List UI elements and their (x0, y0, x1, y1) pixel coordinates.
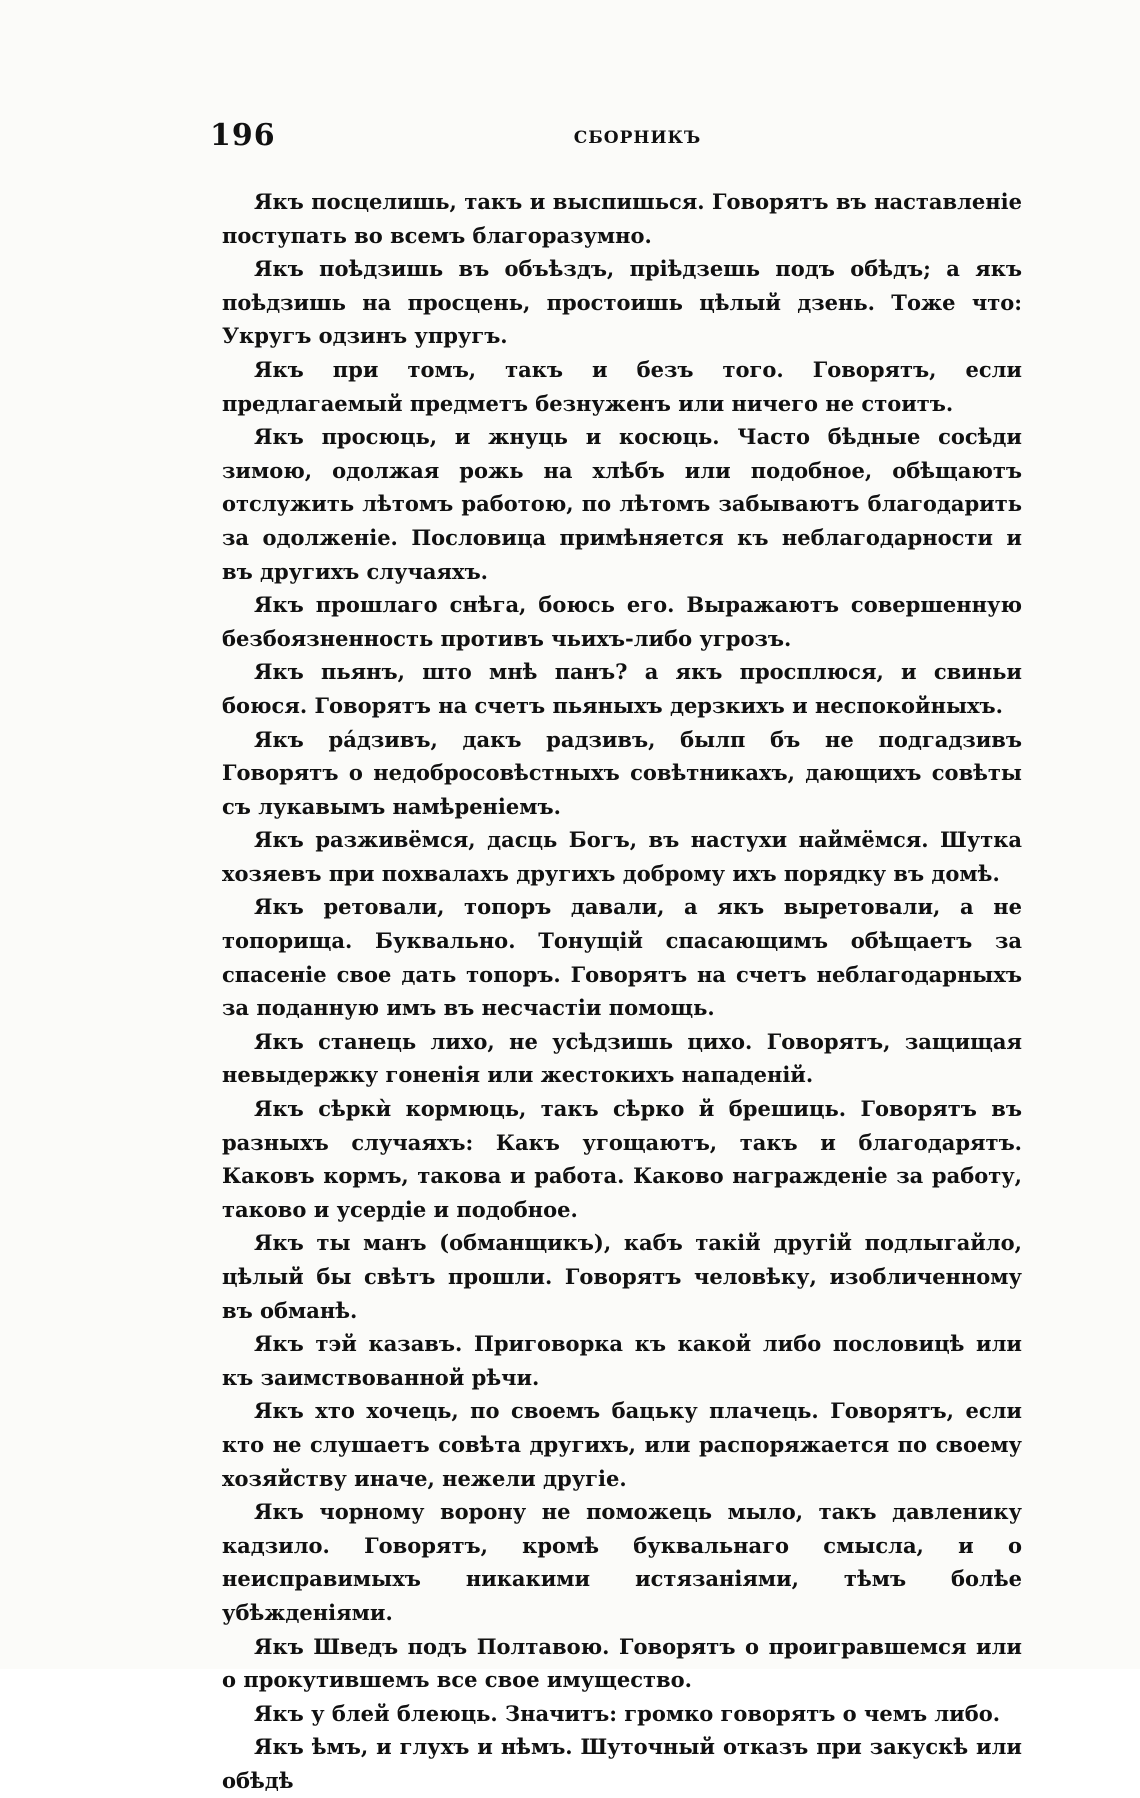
page-header (210, 118, 1025, 158)
proverb-entry: Якъ разживёмся, дасць Богъ, въ настухи наймёмся. Шутка хозяевъ при похвалахъ другихъ доброму ихъ порядку въ домѣ. (222, 827, 1022, 886)
proverb-entry: Якъ ретовали, топоръ давали, а якъ выретовали, а не топорища. Буквально. Тонущій спасающимъ обѣщаетъ за спасеніе свое дать топоръ. Говорятъ на счетъ неблагодарныхъ за поданную имъ въ несчастіи помощь. (222, 894, 1022, 1021)
proverb-entry: Якъ чорному ворону не поможець мыло, такъ давленику кадзило. Говорятъ, кромѣ буквальнаго смысла, и о неисправимыхъ никакими истязаніями, тѣмъ болѣе убѣжденіями. (222, 1499, 1022, 1625)
proverb-entry: Якъ посцелишь, такъ и выспишься. Говорятъ въ наставленіе поступать во всемъ благоразумно. (222, 189, 1022, 248)
proverb-entry: Якъ поѣдзишь въ объѣздъ, пріѣдзешь подъ обѣдъ; а якъ поѣдзишь на просцень, простоишь цѣлый дзень. Тоже что: Укругъ одзинъ упругъ. (222, 256, 1022, 349)
proverb-entry: Якъ пьянъ, што мнѣ панъ? а якъ просплюся, и свиньи боюся. Говорятъ на счетъ пьяныхъ дерзкихъ и неспокойныхъ. (222, 659, 1022, 718)
proverb-entry: Якъ станець лихо, не усѣдзишь цихо. Говорятъ, защищая невыдержку гоненія или жестокихъ нападеній. (222, 1028, 1022, 1088)
proverb-entry: Якъ рáдзивъ, дакъ радзивъ, былп бъ не подгадзивъ Говорятъ о недобросовѣстныхъ совѣтникахъ, дающихъ совѣты съ лукавымъ намѣреніемъ. (222, 726, 1022, 819)
proverb-entry: Якъ тэй казавъ. Приговорка къ какой либо пословицѣ или къ заимствованной рѣчи. (222, 1331, 1022, 1390)
proverb-entry: Якъ хто хочець, по своемъ бацьку плачець. Говорятъ, если кто не слушаетъ совѣта другихъ, или распоряжается по своему хозяйству иначе, нежели другіе. (222, 1398, 1022, 1491)
proverb-entry: Якъ просюць, и жнуць и косюць. Часто бѣдные сосѣди зимою, одолжая рожь на хлѣбъ или подобное, обѣщаютъ отслужить лѣтомъ работою, по лѣтомъ забываютъ благодарить за одолженіе. Пословица примѣняется къ неблагодарности и въ другихъ случаяхъ. (222, 424, 1022, 584)
proverb-entry: Якъ Шведъ подъ Полтавою. Говорятъ о проигравшемся или о прокутившемъ все свое имущество. (222, 1633, 1022, 1693)
proverb-list (222, 185, 1022, 1798)
proverb-entry: Якъ ѣмъ, и глухъ и нѣмъ. Шуточный отказъ при закускѣ или обѣдѣ (222, 1734, 1022, 1793)
page-number: 196 (210, 118, 276, 153)
running-title: СБОРНИКЪ (573, 128, 702, 148)
proverb-entry: Якъ ты манъ (обманщикъ), кабъ такій другій подлыгайло, цѣлый бы свѣтъ прошли. Говорятъ человѣку, изобличенному въ обманѣ. (222, 1230, 1022, 1323)
proverb-entry: Якъ сѣркѝ кормюць, такъ сѣрко й брешиць. Говорятъ въ разныхъ случаяхъ: Какъ угощаютъ, такъ и благодарятъ. Каковъ кормъ, такова и работа. Каково награжденіе за работу, таково и усердіе и подобное. (222, 1096, 1022, 1222)
proverb-entry: Якъ при томъ, такъ и безъ того. Говорятъ, если предлагаемый предметъ безнуженъ или ничего не стоитъ. (222, 356, 1022, 416)
proverb-entry: Якъ прошлаго снѣга, боюсь его. Выражаютъ совершенную безбоязненность противъ чьихъ-либо угрозъ. (222, 592, 1022, 651)
proverb-entry: Якъ у блей блеюць. Значитъ: громко говорятъ о чемъ либо. (254, 1700, 1001, 1726)
